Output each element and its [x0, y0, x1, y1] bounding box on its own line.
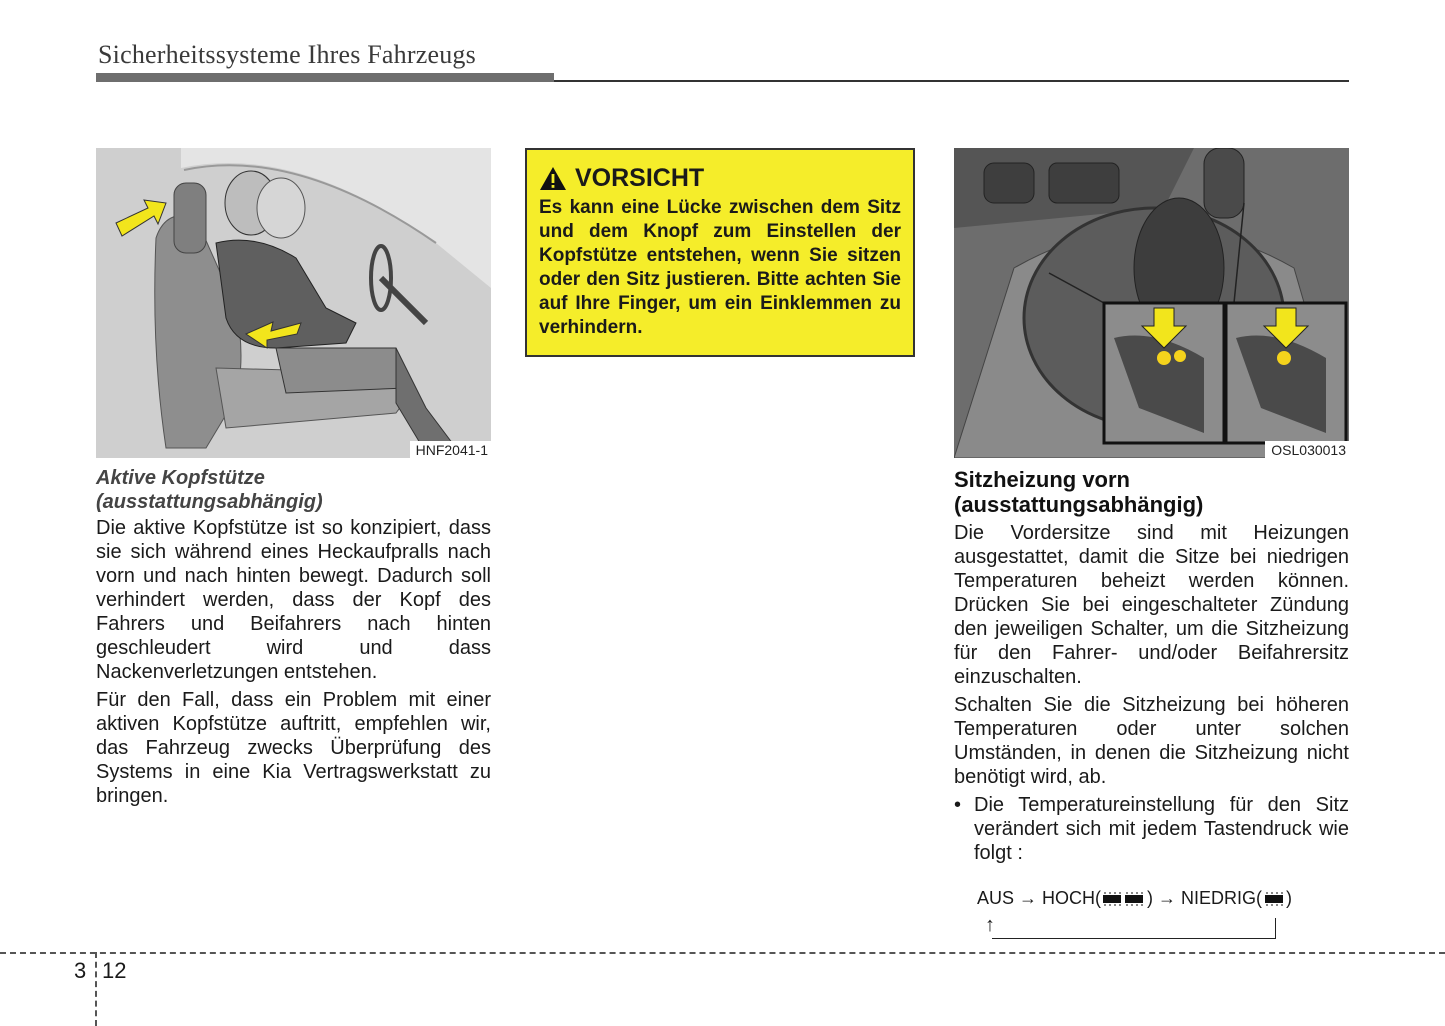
caution-title	[539, 164, 901, 192]
seq-close-2: )	[1286, 888, 1293, 908]
seat-heater-bullet-text: Die Temperatureinstellung für den Sitz verändert sich mit jedem Tastendruck wie folgt :	[974, 794, 1349, 864]
header-rule-thick	[96, 73, 554, 82]
footer-dashed-divider	[95, 952, 97, 1026]
sequence-return-arrow: ↑	[985, 914, 995, 936]
heat-high-indicator-icon	[1101, 892, 1147, 906]
heat-low-indicator-icon	[1262, 892, 1286, 906]
seat-heater-paragraph-1: Die Vordersitze sind mit Heizungen ausgestattet, damit die Sitze bei niedrigen Temperaturen beheizt werden können. Drücken Sie bei eingeschalteter Zündung den jeweiligen Schalter, um die Sitzheizung für den Fahrer- und/oder Beifahrersitz einzuschalten.	[954, 522, 1349, 688]
active-headrest-heading-line1: Aktive Kopfstütze	[96, 467, 265, 489]
seat-heater-illustration	[954, 148, 1349, 458]
right-column-text	[954, 467, 1349, 865]
seq-step-low: NIEDRIG(	[1181, 888, 1263, 908]
page-header-title: Sicherheitssysteme Ihres Fahrzeugs	[98, 40, 476, 69]
warning-triangle-icon	[539, 166, 567, 191]
seat-heater-bullet	[954, 793, 1349, 865]
headrest-illustration	[96, 148, 491, 458]
figure-code-right: OSL030013	[1265, 441, 1349, 458]
chapter-number: 3	[74, 958, 87, 983]
seat-occupant-drawing	[96, 148, 491, 458]
active-headrest-heading-line2: (ausstattungsabhängig)	[96, 491, 323, 513]
active-headrest-paragraph-1: Die aktive Kopfstütze ist so konzipiert, dass sie sich während eines Heckaufpralls nach vorn und nach hinten bewegt. Dadurch soll verhindert werden, dass der Kopf des Fahrers und Beifahrers nach hinten geschleudert wird und dass Nackenverletzungen entstehen.	[96, 517, 491, 683]
page-number: 12	[102, 958, 127, 983]
seq-step-off: AUS	[977, 888, 1015, 908]
left-column-text	[96, 466, 491, 812]
caution-title-text: VORSICHT	[575, 164, 705, 192]
active-headrest-paragraph-2: Für den Fall, dass ein Problem mit einer aktiven Kopfstütze auftritt, empfehlen wir, das Fahrzeug zwecks Überprüfung des Systems in eine Kia Vertragswerkstatt zu bringen.	[96, 689, 491, 807]
temperature-sequence	[977, 888, 1292, 909]
caution-body: Es kann eine Lücke zwischen dem Sitz und dem Knopf zum Einstellen der Kopfstütze entstehen, wenn Sie sitzen oder den Sitz justieren. Bitte achten Sie auf Ihre Finger, um ein Einklemmen zu verhindern.	[539, 197, 901, 338]
bullet-dot-icon: •	[954, 794, 962, 816]
seat-heater-paragraph-2: Schalten Sie die Sitzheizung bei höheren Temperaturen oder unter solchen Umständen, in denen die Sitzheizung nicht benötigt wird, ab.	[954, 694, 1349, 788]
footer-dashed-rule	[0, 952, 1445, 954]
seq-arrow-2: →	[1158, 888, 1177, 908]
console-drawing	[954, 148, 1349, 458]
sequence-return-line	[992, 918, 1276, 939]
seat-heater-heading-line1: Sitzheizung vorn	[954, 467, 1130, 492]
seq-step-high: HOCH(	[1042, 888, 1102, 908]
caution-box	[525, 148, 915, 357]
header-rule-thin	[554, 80, 1349, 82]
seat-heater-heading-line2: (ausstattungsabhängig)	[954, 492, 1204, 517]
figure-code-left: HNF2041-1	[410, 441, 491, 458]
seq-close-1: )	[1147, 888, 1154, 908]
seq-arrow-1: →	[1019, 888, 1038, 908]
